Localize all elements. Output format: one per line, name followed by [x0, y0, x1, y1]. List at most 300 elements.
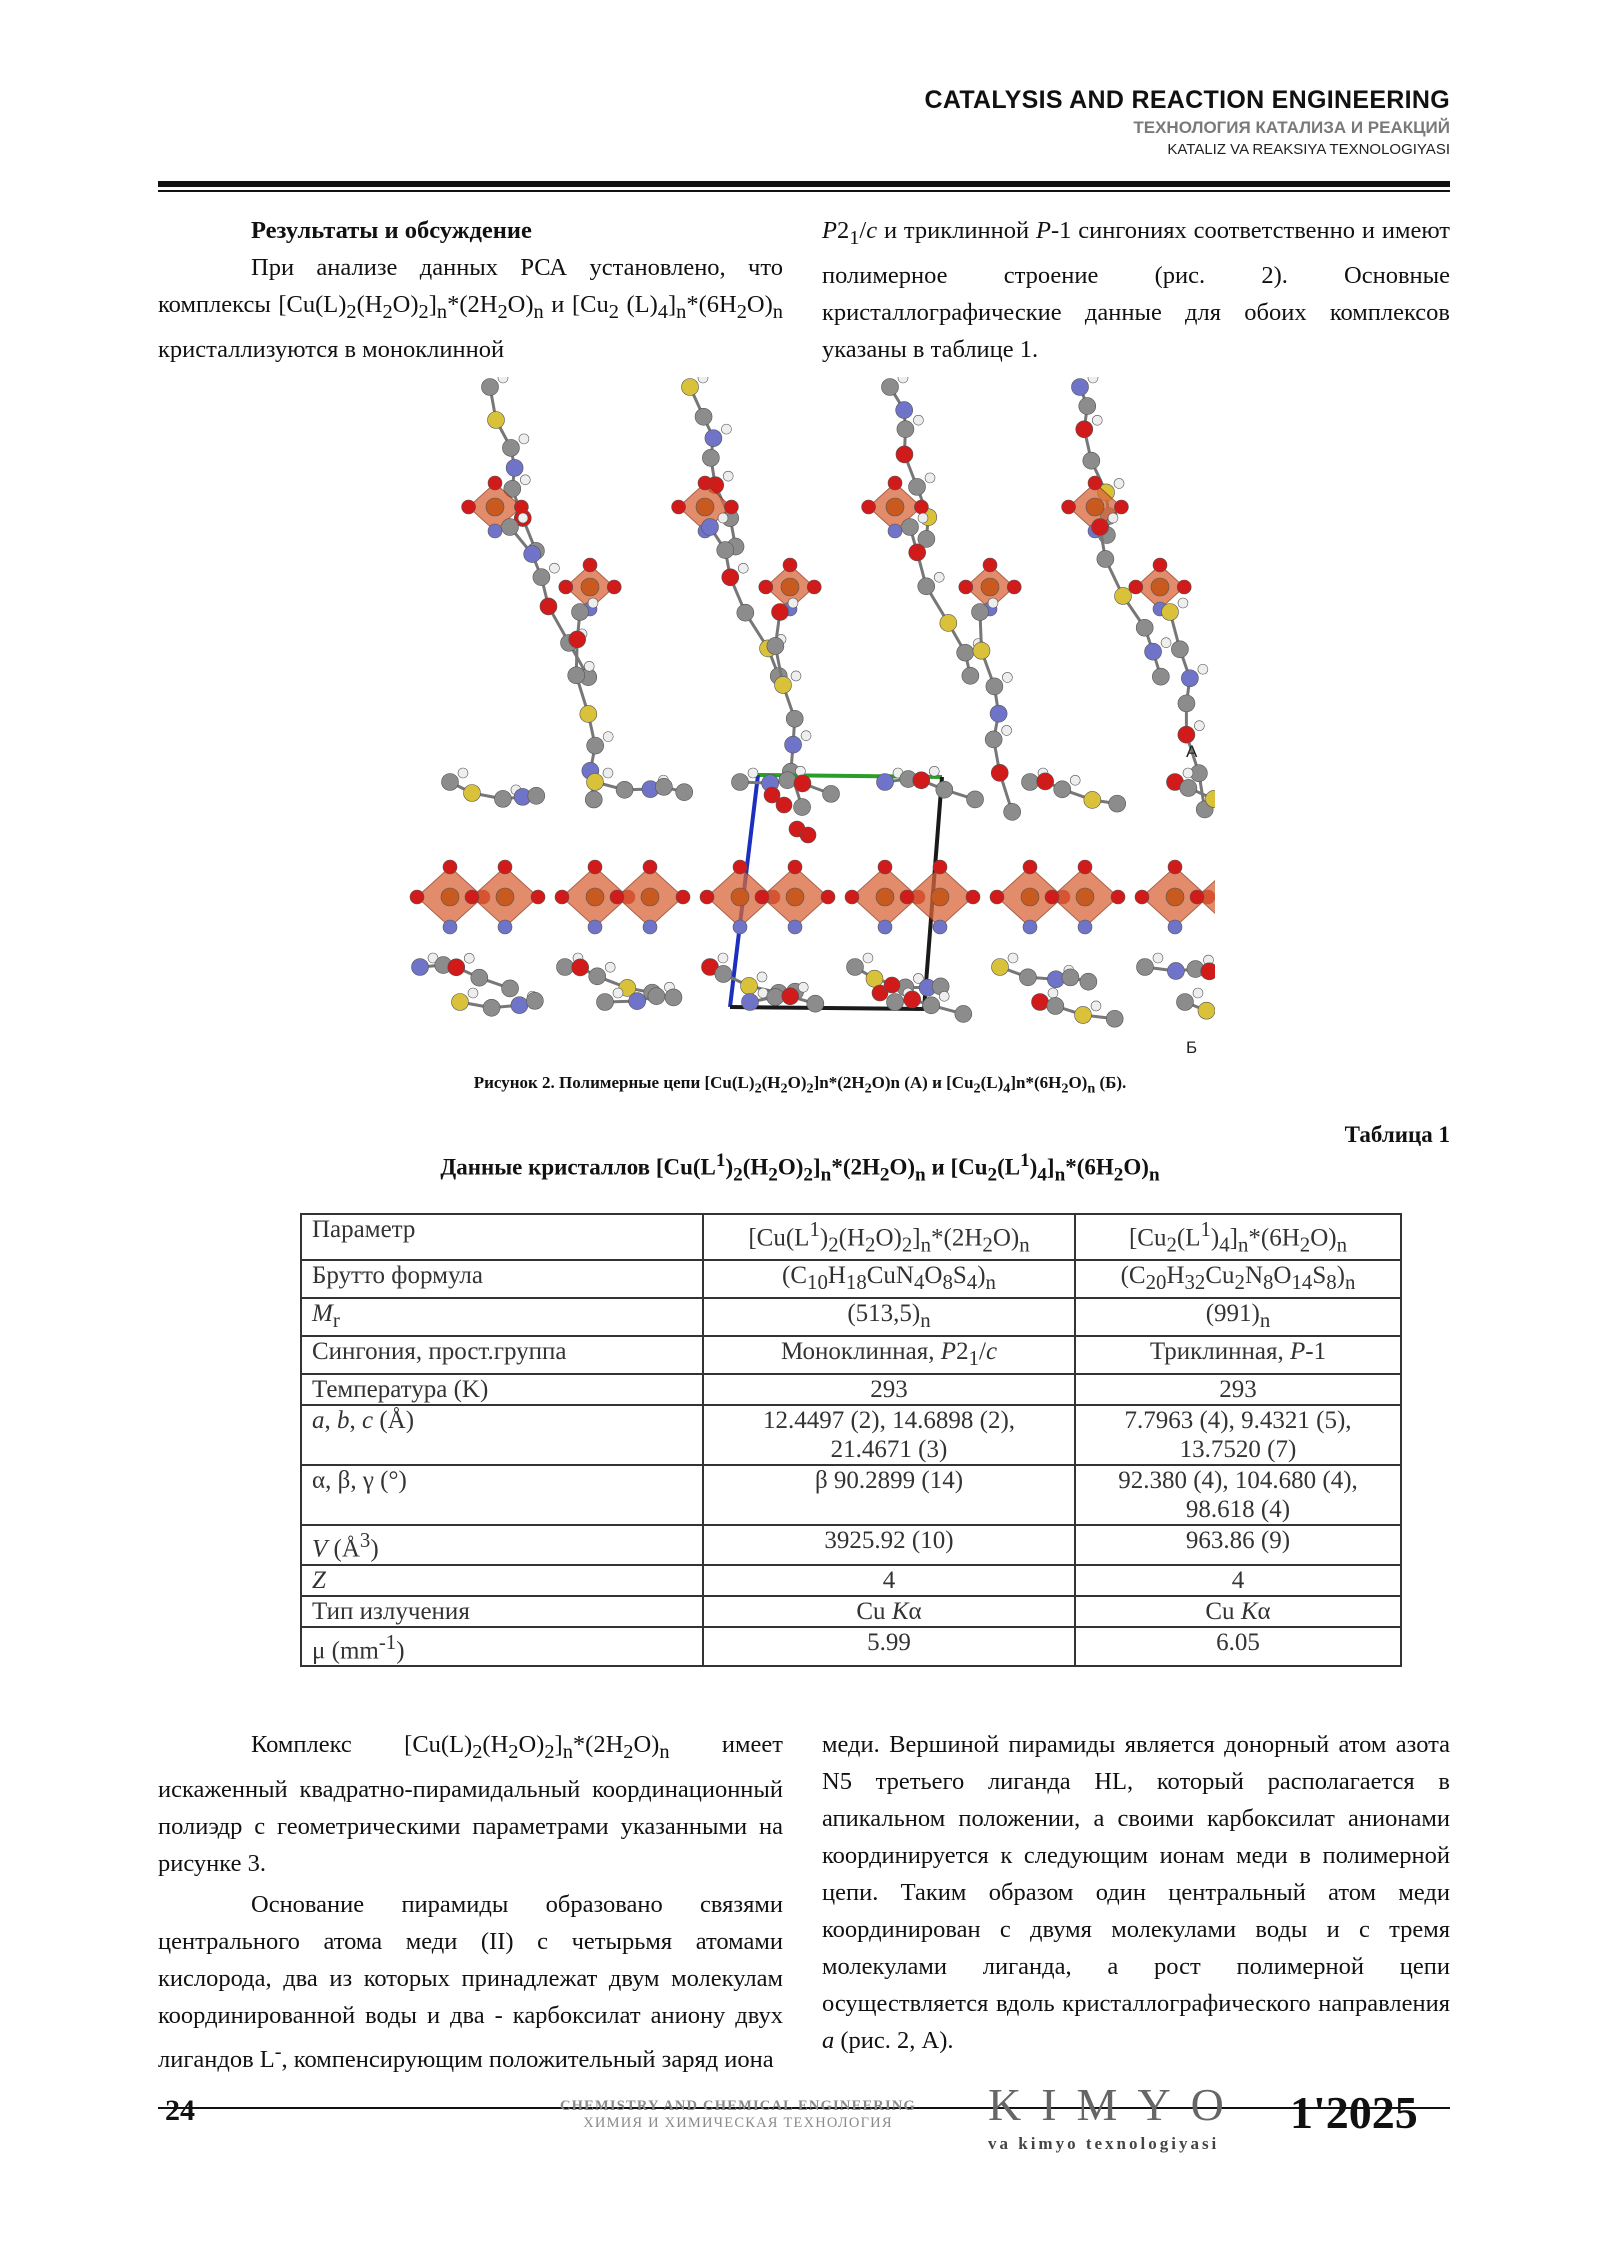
- atom-sphere: [1076, 888, 1094, 906]
- table-cell-complex-2: 293: [1075, 1374, 1401, 1405]
- atom-sphere: [955, 1005, 972, 1022]
- table-cell-parameter: $M_r$: [301, 1298, 703, 1336]
- atom-sphere: [878, 920, 892, 934]
- atom-sphere: [488, 524, 502, 538]
- table-row-cell-lengths: [301, 1405, 1401, 1465]
- atom-sphere: [772, 604, 789, 621]
- atom-sphere: [555, 890, 569, 904]
- atom-sphere: [990, 705, 1007, 722]
- atom-sphere: [923, 997, 940, 1014]
- atom-sphere: [540, 598, 557, 615]
- table-row-radiation: [301, 1596, 1401, 1627]
- atom-sphere: [629, 993, 646, 1010]
- table-row-formula: [301, 1260, 1401, 1298]
- atom-sphere: [700, 890, 714, 904]
- table-row-volume: [301, 1525, 1401, 1564]
- atom-sphere: [584, 661, 594, 671]
- atom-sphere: [1171, 641, 1188, 658]
- atom-sphere: [441, 888, 459, 906]
- atom-sphere: [1092, 415, 1102, 425]
- atom-sphere: [794, 799, 811, 816]
- table-header-row: [301, 1214, 1401, 1260]
- atom-sphere: [992, 959, 1009, 976]
- atom-sphere: [876, 888, 894, 906]
- footer-journal-ru: ХИМИЯ И ХИМИЧЕСКАЯ ТЕХНОЛОГИЯ: [583, 2115, 893, 2131]
- table-cell-complex-1: $(513,5)_n$: [703, 1298, 1075, 1336]
- table-row-mu: [301, 1627, 1401, 1666]
- figure-2-crystal-structure: [400, 377, 1215, 1057]
- atom-sphere: [801, 731, 811, 741]
- atom-sphere: [533, 569, 550, 586]
- atom-sphere: [643, 920, 657, 934]
- atom-sphere: [741, 977, 758, 994]
- table-cell-complex-1: 3925.92 (10): [703, 1525, 1075, 1564]
- atom-sphere: [464, 785, 481, 802]
- atom-sphere: [733, 860, 747, 874]
- atom-sphere: [866, 970, 883, 987]
- atom-sphere: [929, 766, 939, 776]
- atom-sphere: [607, 580, 621, 594]
- atom-sphere: [718, 513, 728, 523]
- atom-sphere: [1109, 795, 1126, 812]
- atom-sphere: [737, 604, 754, 621]
- atom-sphere: [1084, 791, 1101, 808]
- atom-sphere: [931, 888, 949, 906]
- table-cell-complex-1: β 90.2899 (14): [703, 1465, 1075, 1525]
- footer-journal: [560, 2098, 916, 2132]
- atom-sphere: [1002, 725, 1012, 735]
- paragraph-syngony: $P2_1/c$ и триклинной P-1 сингониях соответственно и имеют полимерное строение (рис. 2). Основные кристаллографические данные для обоих комплексов указаны в таблице 1.: [822, 217, 1451, 363]
- atom-sphere: [511, 997, 528, 1014]
- atom-sphere: [738, 563, 748, 573]
- atom-sphere: [616, 781, 633, 798]
- paragraph-pyramid-apex: меди. Вершиной пирамиды является донорный атом азота N5 третьего лиганда HL, который располагается в апикальном положении, а своими карбоксилат анионами координируется к следующим ионам меди в полимерной цепи. Таким образом один центральный атом меди координирован с двумя молекулами воды и с тремя молекулами лиганда, а рост полимерной цепи осуществляется вдоль кристаллографического направления a (рис. 2, А).: [822, 1731, 1450, 2054]
- atom-sphere: [443, 920, 457, 934]
- section-heading: Результаты и обсуждение: [251, 217, 532, 244]
- atom-sphere: [672, 500, 686, 514]
- table-cell-complex-2: 7.7963 (4), 9.4321 (5), 13.7520 (7): [1075, 1405, 1401, 1465]
- atom-sphere: [462, 500, 476, 514]
- atom-sphere: [1114, 478, 1124, 488]
- atom-sphere: [878, 860, 892, 874]
- atom-sphere: [902, 519, 919, 536]
- atom-sphere: [1037, 773, 1054, 790]
- atom-sphere: [549, 563, 559, 573]
- issue-number: 1'2025: [1290, 2087, 1418, 2138]
- atom-sphere: [1153, 558, 1167, 572]
- atom-sphere: [823, 785, 840, 802]
- header-rule-thick: [158, 181, 1450, 187]
- atom-sphere: [589, 968, 606, 985]
- table-cell-complex-2: 92.380 (4), 104.680 (4), 98.618 (4): [1075, 1465, 1401, 1525]
- atom-sphere: [718, 953, 728, 963]
- atom-sphere: [1129, 580, 1143, 594]
- figure-label-b: Б: [1186, 1038, 1198, 1057]
- atom-sphere: [502, 439, 519, 456]
- atom-sphere: [520, 475, 530, 485]
- right-column-top: [822, 212, 1450, 368]
- table-cell-complex-2: Cu Kα: [1075, 1596, 1401, 1627]
- atom-sphere: [779, 772, 796, 789]
- figure-caption: Рисунок 2. Полимерные цепи $[Cu(L)_2(H_2O)_2]n*(2H_2O)n$ (А) и $[Cu_2(L)_4]n*(6H_2O)_n$ (Б).: [473, 1073, 1127, 1097]
- atom-sphere: [1075, 1006, 1092, 1023]
- atom-sphere: [721, 424, 731, 434]
- paragraph-complex-geometry: Комплекс $[Cu(L)_2(H_2O)_2]_n*(2H_2O)_n$ имеет искаженный квадратно-пирамидальный координационный полиэдр с геометрическими параметрами указанными на рисунке 3.: [158, 1731, 783, 1877]
- atom-sphere: [1153, 953, 1163, 963]
- atom-sphere: [732, 774, 749, 791]
- table-cell-complex-1: 293: [703, 1374, 1075, 1405]
- atom-sphere: [966, 890, 980, 904]
- atom-sphere: [471, 969, 488, 986]
- left-column-bottom: [158, 1726, 783, 2078]
- atom-sphere: [569, 631, 586, 648]
- atom-sphere: [845, 890, 859, 904]
- table-row-z: [301, 1565, 1401, 1596]
- atom-sphere: [665, 989, 682, 1006]
- atom-sphere: [588, 860, 602, 874]
- atom-sphere: [1114, 500, 1128, 514]
- atom-sphere: [786, 710, 803, 727]
- atom-sphere: [715, 965, 732, 982]
- atom-sphere: [410, 890, 424, 904]
- atom-sphere: [518, 513, 528, 523]
- atom-sphere: [983, 558, 997, 572]
- atom-sphere: [1190, 890, 1204, 904]
- atom-sphere: [1062, 969, 1079, 986]
- table-cell-complex-2: Триклинная, P-1: [1075, 1336, 1401, 1374]
- atom-sphere: [781, 578, 799, 596]
- atom-sphere: [586, 888, 604, 906]
- atom-sphere: [448, 959, 465, 976]
- atom-sphere: [603, 732, 613, 742]
- atom-sphere: [757, 972, 767, 982]
- atom-sphere: [898, 377, 908, 383]
- table-cell-complex-1: 12.4497 (2), 14.6898 (2), 21.4671 (3): [703, 1405, 1075, 1465]
- atom-sphere: [888, 476, 902, 490]
- footer-logo: KIMYO: [988, 2079, 1244, 2130]
- table-row-cell-angles: [301, 1465, 1401, 1525]
- atom-sphere: [742, 994, 759, 1011]
- atom-sphere: [886, 498, 904, 516]
- atom-sphere: [587, 774, 604, 791]
- footer-logo-subtitle: va kimyo texnologiyasi: [988, 2134, 1220, 2153]
- atom-sphere: [585, 791, 602, 808]
- atom-sphere: [488, 412, 505, 429]
- atom-sphere: [939, 991, 949, 1001]
- atom-sphere: [1177, 580, 1191, 594]
- atom-sphere: [1021, 888, 1039, 906]
- atom-sphere: [1161, 638, 1171, 648]
- atom-sphere: [1097, 550, 1114, 567]
- atom-sphere: [1108, 513, 1118, 523]
- atom-sphere: [1032, 994, 1049, 1011]
- atom-sphere: [913, 772, 930, 789]
- atom-sphere: [1177, 994, 1194, 1011]
- atom-sphere: [807, 580, 821, 594]
- atom-sphere: [1193, 988, 1203, 998]
- atom-sphere: [531, 890, 545, 904]
- atom-sphere: [655, 778, 672, 795]
- atom-sphere: [1145, 643, 1162, 660]
- footer-journal-en: CHEMISTRY AND CHEMICAL ENGINEERING: [560, 2098, 916, 2114]
- atom-sphere: [643, 860, 657, 874]
- atom-sphere: [862, 500, 876, 514]
- atom-sphere: [587, 737, 604, 754]
- atom-sphere: [1088, 476, 1102, 490]
- atom-sphere: [967, 791, 984, 808]
- atom-sphere: [1198, 664, 1208, 674]
- atom-sphere: [519, 434, 529, 444]
- atom-sphere: [1183, 768, 1193, 778]
- atom-sphere: [1048, 988, 1058, 998]
- atom-sphere: [847, 959, 864, 976]
- atom-sphere: [1178, 726, 1195, 743]
- atom-sphere: [502, 980, 519, 997]
- atom-sphere: [526, 992, 543, 1009]
- atom-sphere: [904, 991, 921, 1008]
- atom-sphere: [498, 377, 508, 383]
- atom-sphere: [985, 731, 1002, 748]
- table-cell-complex-2: 963.86 (9): [1075, 1525, 1401, 1564]
- atom-sphere: [897, 421, 914, 438]
- atom-sphere: [776, 797, 792, 813]
- atom-sphere: [465, 890, 479, 904]
- atom-sphere: [605, 962, 615, 972]
- atom-sphere: [597, 994, 614, 1011]
- atom-sphere: [1007, 580, 1021, 594]
- atom-sphere: [788, 920, 802, 934]
- table-cell-parameter: Брутто формула: [301, 1260, 703, 1298]
- atom-sphere: [918, 578, 935, 595]
- atom-sphere: [1054, 781, 1071, 798]
- atom-sphere: [1092, 519, 1109, 536]
- atom-sphere: [496, 888, 514, 906]
- atom-sphere: [909, 544, 926, 561]
- atom-sphere: [1137, 959, 1154, 976]
- atom-sphere: [1047, 997, 1064, 1014]
- atom-sphere: [464, 953, 474, 963]
- table-cell-parameter: μ $(mm^{-1})$: [301, 1627, 703, 1666]
- paragraph-pyramid-base: Основание пирамиды образовано связями центрального атома меди (II) с четырьмя атомами кислорода, два из которых принадлежат двум молекулам координированной воды и два - карбоксилат аниону двух лигандов L-, компенсирующим положительный заряд иона: [158, 1890, 783, 2074]
- atom-sphere: [705, 430, 722, 447]
- atom-sphere: [580, 705, 597, 722]
- page-number: 24: [165, 2094, 195, 2127]
- atom-sphere: [934, 572, 944, 582]
- atom-sphere: [702, 519, 719, 536]
- atom-sphere: [572, 959, 589, 976]
- atom-sphere: [759, 580, 773, 594]
- atom-sphere: [1022, 774, 1039, 791]
- atom-sphere: [896, 402, 913, 419]
- atom-sphere: [795, 766, 805, 776]
- atom-sphere: [884, 977, 900, 993]
- atom-sphere: [918, 513, 928, 523]
- atom-sphere: [794, 775, 811, 792]
- atom-sphere: [986, 678, 1003, 695]
- table-title: Данные кристаллов $[Cu(L^1)_2(H_2O)_2]_n*(2H_2O)_n$ и $[Cu_2(L^1)_4]_n*(6H_2O)_n$: [440, 1150, 1160, 1186]
- atom-sphere: [583, 558, 597, 572]
- atom-sphere: [1045, 890, 1059, 904]
- atom-sphere: [1002, 672, 1012, 682]
- atom-sphere: [514, 500, 528, 514]
- atom-sphere: [1178, 695, 1195, 712]
- atom-sphere: [1023, 920, 1037, 934]
- atom-sphere: [581, 578, 599, 596]
- atom-sphere: [933, 860, 947, 874]
- atom-sphere: [863, 953, 873, 963]
- atom-sphere: [959, 580, 973, 594]
- table-cell-complex-2: 4: [1075, 1565, 1401, 1596]
- journal-header: [924, 86, 1450, 158]
- figure-label-a: А: [1186, 742, 1198, 761]
- table-cell-complex-1: 4: [703, 1565, 1075, 1596]
- table-cell-parameter: Сингония, прост.группа: [301, 1336, 703, 1374]
- atom-sphere: [1080, 973, 1097, 990]
- table-cell-complex-1: $(C_{10}H_{18}CuN_4O_8S_4)_n$: [703, 1260, 1075, 1298]
- atom-sphere: [676, 784, 693, 801]
- table-row-mr: [301, 1298, 1401, 1336]
- atom-sphere: [723, 471, 733, 481]
- atom-sphere: [882, 379, 899, 396]
- atom-sphere: [900, 890, 914, 904]
- header-rule-thin: [158, 190, 1450, 192]
- atom-sphere: [1079, 398, 1096, 415]
- atom-sphere: [972, 604, 989, 621]
- atom-sphere: [443, 860, 457, 874]
- atom-sphere: [973, 642, 990, 659]
- atom-sphere: [498, 920, 512, 934]
- atom-sphere: [452, 994, 469, 1011]
- atom-sphere: [442, 774, 459, 791]
- atom-sphere: [724, 500, 738, 514]
- atom-sphere: [798, 982, 808, 992]
- atom-sphere: [1162, 604, 1179, 621]
- atom-sphere: [1091, 1001, 1101, 1011]
- table-cell-complex-2: $(C_{20}H_{32}Cu_2N_8O_{14}S_8)_n$: [1075, 1260, 1401, 1298]
- atom-sphere: [1181, 670, 1198, 687]
- atom-sphere: [783, 558, 797, 572]
- atom-sphere: [488, 476, 502, 490]
- atom-sphere: [502, 519, 519, 536]
- atom-sphere: [733, 920, 747, 934]
- atom-sphere: [1076, 421, 1093, 438]
- table-cell-parameter: Температура (K): [301, 1374, 703, 1405]
- atom-sphere: [782, 988, 799, 1005]
- atom-sphere: [748, 768, 758, 778]
- journal-title-ru: ТЕХНОЛОГИЯ КАТАЛИЗА И РЕАКЦИЙ: [1133, 118, 1450, 137]
- table-cell-complex-2: $(991)_n$: [1075, 1298, 1401, 1336]
- atom-sphere: [775, 676, 792, 693]
- atom-sphere: [494, 790, 511, 807]
- atom-sphere: [1135, 890, 1149, 904]
- right-column-bottom: [822, 1726, 1450, 2059]
- atom-sphere: [722, 569, 739, 586]
- atom-sphere: [498, 860, 512, 874]
- table-label: Таблица 1: [1344, 1122, 1450, 1147]
- atom-sphere: [1180, 779, 1197, 796]
- atom-sphere: [1178, 598, 1188, 608]
- atom-sphere: [682, 379, 699, 396]
- atom-sphere: [524, 546, 541, 563]
- atom-sphere: [506, 459, 523, 476]
- journal-title-en: CATALYSIS AND REACTION ENGINEERING: [924, 86, 1450, 114]
- atom-sphere: [888, 524, 902, 538]
- table-cell-complex-1: Cu Kα: [703, 1596, 1075, 1627]
- atom-sphere: [588, 920, 602, 934]
- table-cell-complex-1: $[Cu(L^1)_2(H_2O)_2]_n*(2H_2O)_n$: [703, 1214, 1075, 1260]
- atom-sphere: [568, 667, 585, 684]
- atom-sphere: [914, 500, 928, 514]
- atom-sphere: [767, 637, 784, 654]
- atom-sphere: [1072, 379, 1089, 396]
- atom-sphere: [925, 473, 935, 483]
- atom-sphere: [755, 890, 769, 904]
- atom-sphere: [981, 578, 999, 596]
- journal-title-uz: KATALIZ VA REAKSIYA TEXNOLOGIYASI: [1167, 141, 1450, 158]
- atom-sphere: [1023, 860, 1037, 874]
- atom-sphere: [896, 446, 913, 463]
- table-cell-parameter: Z: [301, 1565, 703, 1596]
- atom-sphere: [962, 667, 979, 684]
- atom-sphere: [641, 888, 659, 906]
- atom-sphere: [1070, 775, 1080, 785]
- atom-sphere: [1083, 452, 1100, 469]
- atom-sphere: [613, 988, 623, 998]
- atom-sphere: [486, 498, 504, 516]
- atom-sphere: [603, 768, 613, 778]
- atom-sphere: [785, 736, 802, 753]
- table-cell-parameter: Тип излучения: [301, 1596, 703, 1627]
- atom-sphere: [731, 888, 749, 906]
- atom-sphere: [800, 827, 816, 843]
- table-cell-parameter: Параметр: [301, 1214, 703, 1260]
- atom-sphere: [1078, 920, 1092, 934]
- crystal-data-table: [300, 1213, 1402, 1667]
- atom-sphere: [1198, 1002, 1215, 1019]
- atom-sphere: [788, 598, 798, 608]
- atom-sphere: [1201, 963, 1215, 980]
- atom-sphere: [807, 995, 824, 1012]
- atom-sphere: [559, 580, 573, 594]
- atom-sphere: [468, 988, 478, 998]
- atom-sphere: [1167, 962, 1184, 979]
- atom-sphere: [1019, 969, 1036, 986]
- atom-sphere: [988, 598, 998, 608]
- atom-sphere: [767, 989, 784, 1006]
- atom-sphere: [909, 478, 926, 495]
- atom-sphere: [482, 379, 499, 396]
- figure-image: [400, 377, 1215, 1057]
- atom-sphere: [717, 542, 734, 559]
- atom-sphere: [648, 988, 665, 1005]
- atom-sphere: [990, 890, 1004, 904]
- atom-sphere: [1115, 587, 1132, 604]
- atom-sphere: [1088, 377, 1098, 383]
- atom-sphere: [1062, 500, 1076, 514]
- table-cell-complex-2: $[Cu_2(L^1)_4]_n*(6H_2O)_n$: [1075, 1214, 1401, 1260]
- atom-sphere: [1106, 1010, 1123, 1027]
- atom-sphere: [483, 999, 500, 1016]
- atom-sphere: [788, 860, 802, 874]
- table-cell-complex-1: 5.99: [703, 1627, 1075, 1666]
- atom-sphere: [1151, 578, 1169, 596]
- atom-sphere: [588, 598, 598, 608]
- atom-sphere: [676, 890, 690, 904]
- table-cell-complex-1: Моноклинная, $P2_1/c$: [703, 1336, 1075, 1374]
- table-row-syngony: [301, 1336, 1401, 1374]
- atom-sphere: [1004, 803, 1021, 820]
- atom-sphere: [887, 994, 904, 1011]
